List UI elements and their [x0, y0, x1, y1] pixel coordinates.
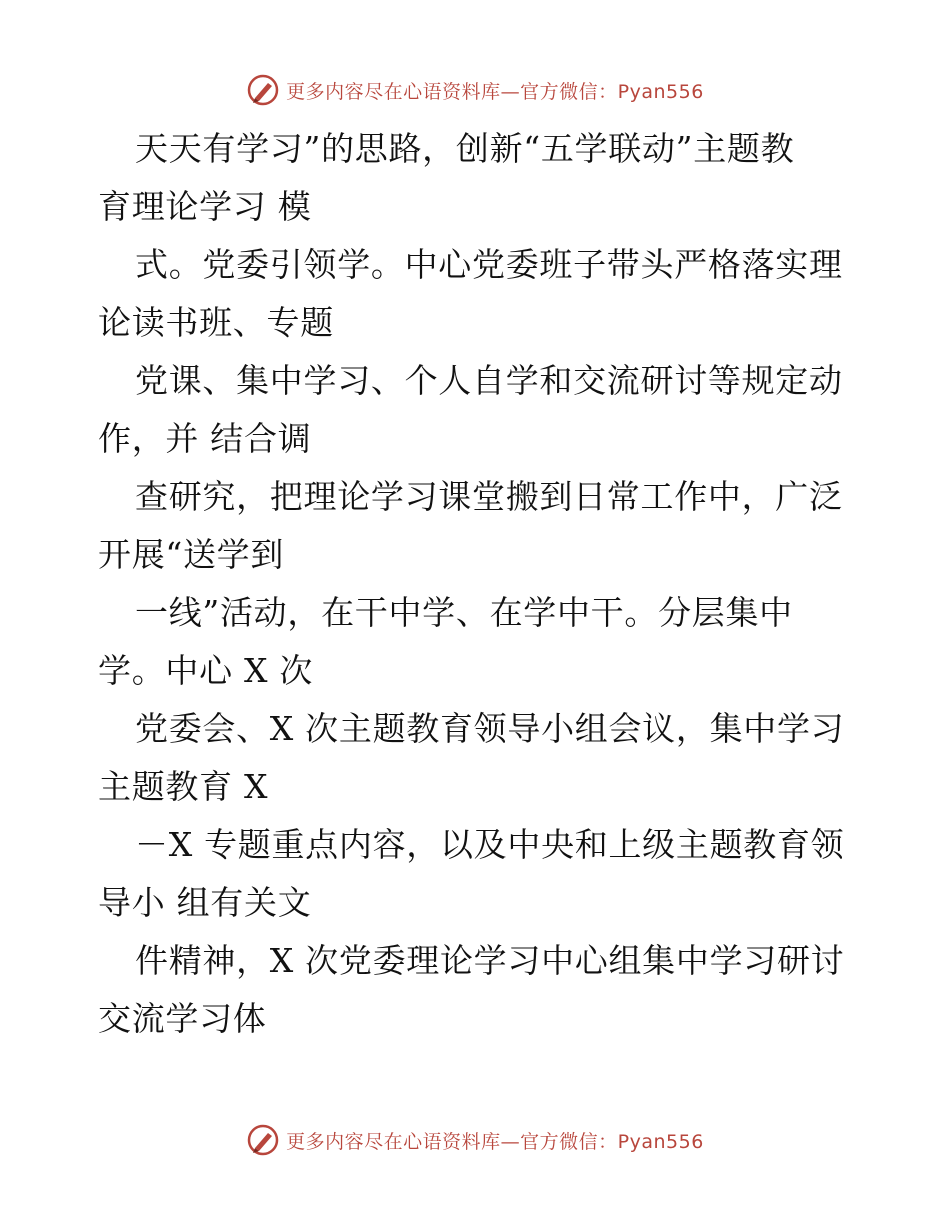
paragraph-line: 交流学习体 — [98, 999, 267, 1038]
watermark-handle: Pyan556 — [617, 80, 704, 103]
paragraph-line: 作，并 结合调 — [98, 419, 312, 458]
watermark-text: 更多内容尽在心语资料库—官方微信： — [286, 1130, 618, 1153]
paragraph-line: 育理论学习 模 — [98, 187, 312, 226]
pen-logo-icon — [246, 73, 280, 107]
paragraph — [0, 468, 858, 584]
paragraph — [0, 932, 858, 1048]
watermark-handle: Pyan556 — [617, 1130, 704, 1153]
paragraph — [0, 584, 858, 700]
paragraph — [0, 700, 858, 816]
paragraph-line: 件精神，X 次党委理论学习中心组集中学习研讨 — [135, 941, 845, 980]
paragraph-line: 式。党委引领学。中心党委班子带头严格落实理 — [135, 245, 843, 284]
paragraph-line: 党委会、X 次主题教育领导小组会议，集中学习 — [135, 709, 845, 748]
paragraph-line: 论读书班、专题 — [98, 303, 334, 342]
paragraph-line: 开展“送学到 — [98, 535, 285, 574]
watermark-text: 更多内容尽在心语资料库—官方微信： — [286, 80, 618, 103]
document-body — [0, 120, 950, 1048]
paragraph — [0, 816, 858, 932]
footer-watermark — [0, 1120, 950, 1160]
header-watermark — [0, 70, 950, 110]
pen-logo-icon — [246, 1123, 280, 1157]
paragraph-line: 天天有学习”的思路，创新“五学联动”主题教 — [135, 129, 795, 168]
paragraph — [0, 352, 858, 468]
paragraph-line: 导小 组有关文 — [98, 883, 312, 922]
paragraph-line: 一线”活动，在干中学、在学中干。分层集中 — [135, 593, 793, 632]
paragraph — [0, 236, 858, 352]
paragraph-line: －X 专题重点内容，以及中央和上级主题教育领 — [135, 825, 845, 864]
paragraph-line: 主题教育 X — [98, 767, 269, 806]
paragraph-line: 学。中心 X 次 — [98, 651, 314, 690]
paragraph — [0, 120, 858, 236]
paragraph-line: 查研究，把理论学习课堂搬到日常工作中，广泛 — [135, 477, 843, 516]
paragraph-line: 党课、集中学习、个人自学和交流研讨等规定动 — [135, 361, 843, 400]
